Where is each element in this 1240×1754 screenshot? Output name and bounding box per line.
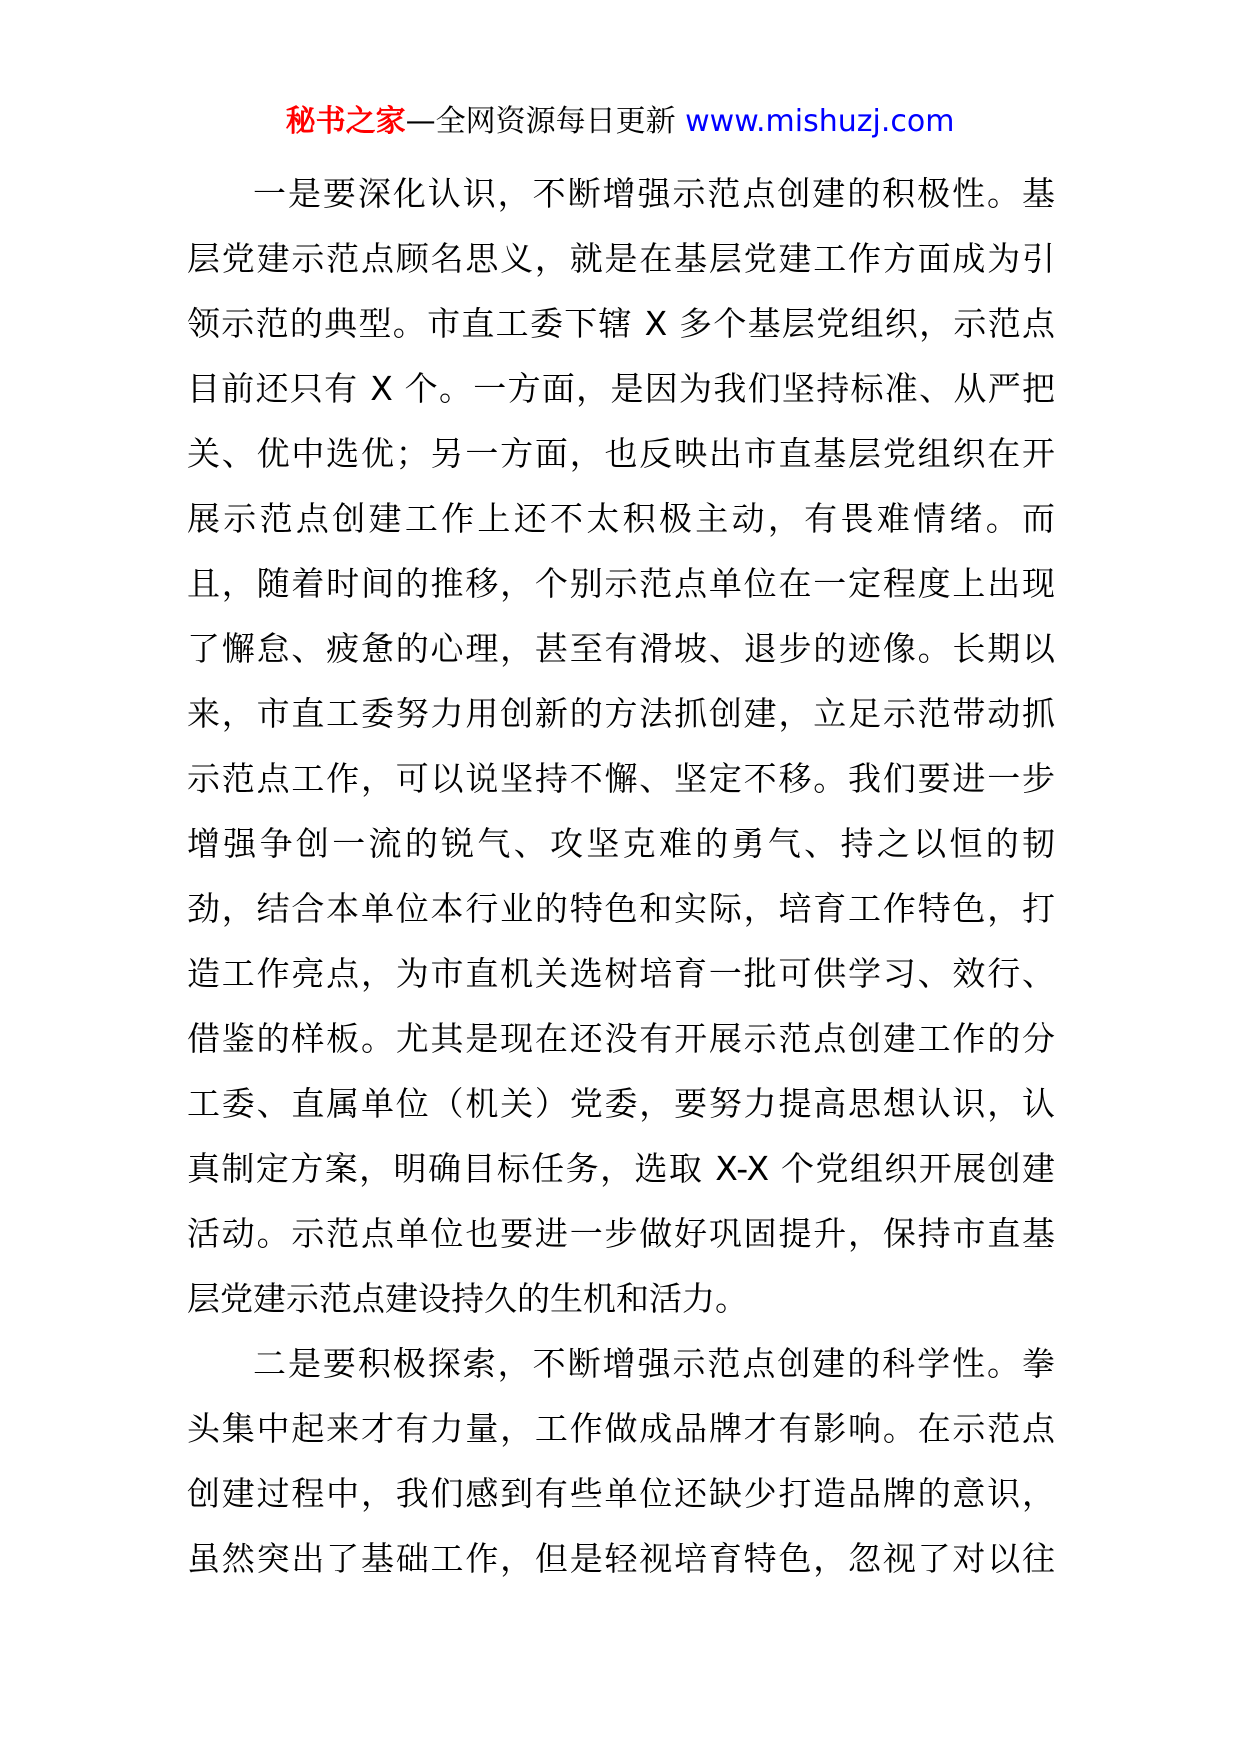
text-line: 虽然突出了基础工作，但是轻视培育特色，忽视了对以往 xyxy=(187,1539,1055,1578)
text-line: 工委、直属单位（机关）党委，要努力提高思想认识，认 xyxy=(187,1084,1055,1123)
text-line: 造工作亮点，为市直机关选树培育一批可供学习、效行、 xyxy=(187,954,1055,993)
text-line: 真制定方案，明确目标任务，选取 X-X 个党组织开展创建 xyxy=(187,1149,1055,1188)
text-line: 领示范的典型。市直工委下辖 X 多个基层党组织，示范点 xyxy=(187,304,1055,343)
text-line: 创建过程中，我们感到有些单位还缺少打造品牌的意识， xyxy=(187,1474,1055,1513)
text-line: 借鉴的样板。尤其是现在还没有开展示范点创建工作的分 xyxy=(187,1019,1055,1058)
brand-name: 秘书之家 xyxy=(285,104,406,139)
text-line: 层党建示范点顾名思义，就是在基层党建工作方面成为引 xyxy=(187,239,1055,278)
text-line: 二是要积极探索，不断增强示范点创建的科学性。拳 xyxy=(253,1344,1055,1383)
text-line: 展示范点创建工作上还不太积极主动，有畏难情绪。而 xyxy=(187,499,1055,538)
text-line: 来，市直工委努力用创新的方法抓创建，立足示范带动抓 xyxy=(187,694,1055,733)
text-line: 示范点工作，可以说坚持不懈、坚定不移。我们要进一步 xyxy=(187,759,1055,798)
text-line: 且，随着时间的推移，个别示范点单位在一定程度上出现 xyxy=(187,564,1055,603)
paragraph-1 xyxy=(187,161,1055,1331)
text-line: 活动。示范点单位也要进一步做好巩固提升，保持市直基 xyxy=(187,1214,1055,1253)
document-body xyxy=(187,161,1055,1591)
text-line: 劲，结合本单位本行业的特色和实际，培育工作特色，打 xyxy=(187,889,1055,928)
text-line: 关、优中选优；另一方面，也反映出市直基层党组织在开 xyxy=(187,434,1055,473)
text-line: 目前还只有 X 个。一方面，是因为我们坚持标准、从严把 xyxy=(187,369,1055,408)
text-line: 增强争创一流的锐气、攻坚克难的勇气、持之以恒的韧 xyxy=(187,824,1055,863)
text-line: 头集中起来才有力量，工作做成品牌才有影响。在示范点 xyxy=(187,1409,1055,1448)
site-url[interactable]: www.mishuzj.com xyxy=(685,104,955,139)
paragraph-2 xyxy=(187,1331,1055,1591)
text-line: 一是要深化认识，不断增强示范点创建的积极性。基 xyxy=(253,174,1055,213)
text-line: 了懈怠、疲惫的心理，甚至有滑坡、退步的迹像。长期以 xyxy=(187,629,1055,668)
text-line: 层党建示范点建设持久的生机和活力。 xyxy=(187,1279,748,1318)
header-tagline: —全网资源每日更新 xyxy=(405,104,676,139)
page-header xyxy=(0,100,1240,144)
